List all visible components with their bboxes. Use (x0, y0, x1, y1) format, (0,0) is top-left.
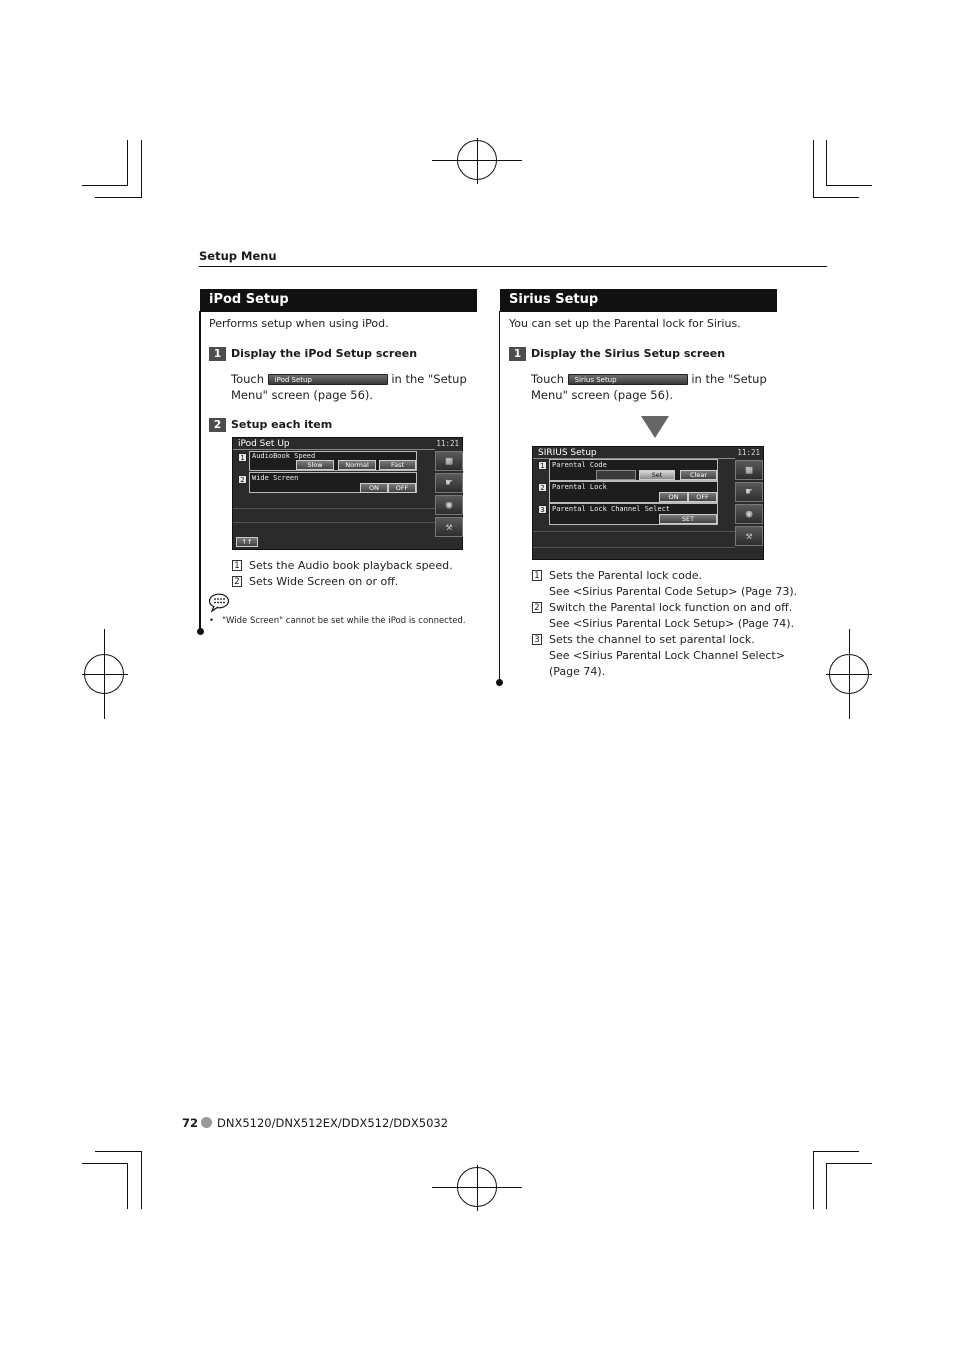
section-heading-sirius: Sirius Setup (500, 289, 777, 311)
list-icon[interactable]: ▦ (435, 451, 463, 471)
row-label: Parental Lock Channel Select (552, 505, 671, 513)
step-instruction-line2: Menu" screen (page 56). (231, 388, 374, 402)
list-icon[interactable]: ▦ (735, 460, 763, 480)
screen-title: SIRIUS Setup (538, 448, 597, 458)
crop-mark (826, 185, 872, 186)
crop-mark (82, 1163, 128, 1164)
sirius-setup-screen (532, 446, 764, 560)
row-number: 2 (538, 483, 547, 492)
section-heading-ipod: iPod Setup (200, 289, 477, 311)
column-end-dot (496, 679, 503, 686)
audiobook-speed-row (249, 451, 417, 471)
row-label: Parental Lock (552, 483, 607, 491)
screen-clock: 11:21 (436, 439, 459, 448)
hand-icon[interactable]: ☛ (435, 473, 463, 493)
screen-title: iPod Set Up (238, 439, 290, 449)
header-rule (199, 266, 827, 267)
step-number: 1 (209, 347, 226, 361)
fast-button[interactable]: Fast (379, 460, 416, 470)
key-item: 2 Sets Wide Screen on or off. (232, 574, 398, 590)
step-number: 1 (509, 347, 526, 361)
crop-mark (95, 1151, 141, 1152)
note-icon (208, 593, 230, 617)
row-label: AudioBook Speed (252, 452, 316, 460)
step-title: Setup each item (231, 418, 333, 431)
clear-button[interactable]: Clear (680, 470, 717, 480)
step-instruction: Touch Sirius Setup in the "Setup (531, 372, 767, 386)
up-button[interactable]: ↑↑ (236, 537, 258, 547)
off-button[interactable]: OFF (388, 483, 416, 493)
hand-icon[interactable]: ☛ (735, 482, 763, 502)
tools-icon[interactable]: ⚒ (435, 517, 463, 537)
on-button[interactable]: ON (659, 492, 688, 502)
key-item-detail: (Page 74). (549, 665, 606, 678)
parental-code-row (549, 459, 718, 481)
wide-screen-row (249, 472, 417, 493)
key-item-detail: See <Sirius Parental Lock Setup> (Page 74). (549, 617, 795, 630)
on-button[interactable]: ON (360, 483, 388, 493)
set-button[interactable]: Set (639, 470, 675, 480)
crop-mark (813, 1151, 859, 1152)
crop-mark (141, 140, 142, 198)
ipod-setup-screen (232, 437, 463, 550)
key-item-detail: See <Sirius Parental Code Setup> (Page 73). (549, 585, 798, 598)
key-item: 3 Sets the channel to set parental lock. (532, 632, 755, 648)
step-title: Display the Sirius Setup screen (531, 347, 726, 360)
row-label: Wide Screen (252, 474, 299, 482)
key-item: 1 Sets the Audio book playback speed. (232, 558, 453, 574)
crop-mark (813, 140, 814, 198)
key-item: 2 Switch the Parental lock function on and off. (532, 600, 792, 616)
crop-mark (82, 185, 128, 186)
running-header: Setup Menu (199, 249, 277, 263)
slow-button[interactable]: Slow (296, 460, 334, 470)
ipod-setup-button[interactable]: iPod Setup (268, 374, 388, 385)
parental-lock-row (549, 481, 718, 503)
step-instruction-line2: Menu" screen (page 56). (531, 388, 674, 402)
crop-mark (826, 1163, 827, 1209)
channel-set-button[interactable]: SET (659, 514, 717, 524)
normal-button[interactable]: Normal (338, 460, 376, 470)
screen-clock: 11:21 (737, 448, 760, 457)
crop-mark (127, 140, 128, 186)
row-number: 1 (238, 453, 247, 462)
crop-mark (95, 197, 141, 198)
row-number: 1 (538, 461, 547, 470)
row-label: Parental Code (552, 461, 607, 469)
channel-select-row (549, 503, 718, 525)
note-text: • "Wide Screen" cannot be set while the iPod is connected. (209, 616, 466, 626)
crop-mark (826, 140, 827, 186)
footer-dot-icon (201, 1117, 212, 1128)
sirius-setup-button[interactable]: Sirius Setup (568, 374, 688, 385)
off-button[interactable]: OFF (688, 492, 717, 502)
step-title: Display the iPod Setup screen (231, 347, 418, 360)
key-item: 1 Sets the Parental lock code. (532, 568, 702, 584)
arrow-down-icon (641, 416, 669, 442)
crop-mark (813, 197, 859, 198)
model-list: DNX5120/DNX512EX/DDX512/DDX5032 (217, 1116, 449, 1130)
ipod-intro: Performs setup when using iPod. (209, 317, 389, 330)
tools-icon[interactable]: ⚒ (735, 526, 763, 546)
parental-code-field[interactable] (596, 470, 636, 480)
speaker-icon[interactable]: ◉ (435, 495, 463, 515)
row-number: 3 (538, 505, 547, 514)
speaker-icon[interactable]: ◉ (735, 504, 763, 524)
crop-mark (141, 1151, 142, 1209)
step-number: 2 (209, 418, 226, 432)
row-number: 2 (238, 475, 247, 484)
sirius-intro: You can set up the Parental lock for Sirius. (509, 317, 741, 330)
crop-mark (127, 1163, 128, 1209)
crop-mark (826, 1163, 872, 1164)
crop-mark (813, 1151, 814, 1209)
step-instruction: Touch iPod Setup in the "Setup (231, 372, 467, 386)
page-number: 72 (182, 1116, 199, 1130)
key-item-detail: See <Sirius Parental Lock Channel Select> (549, 649, 785, 662)
